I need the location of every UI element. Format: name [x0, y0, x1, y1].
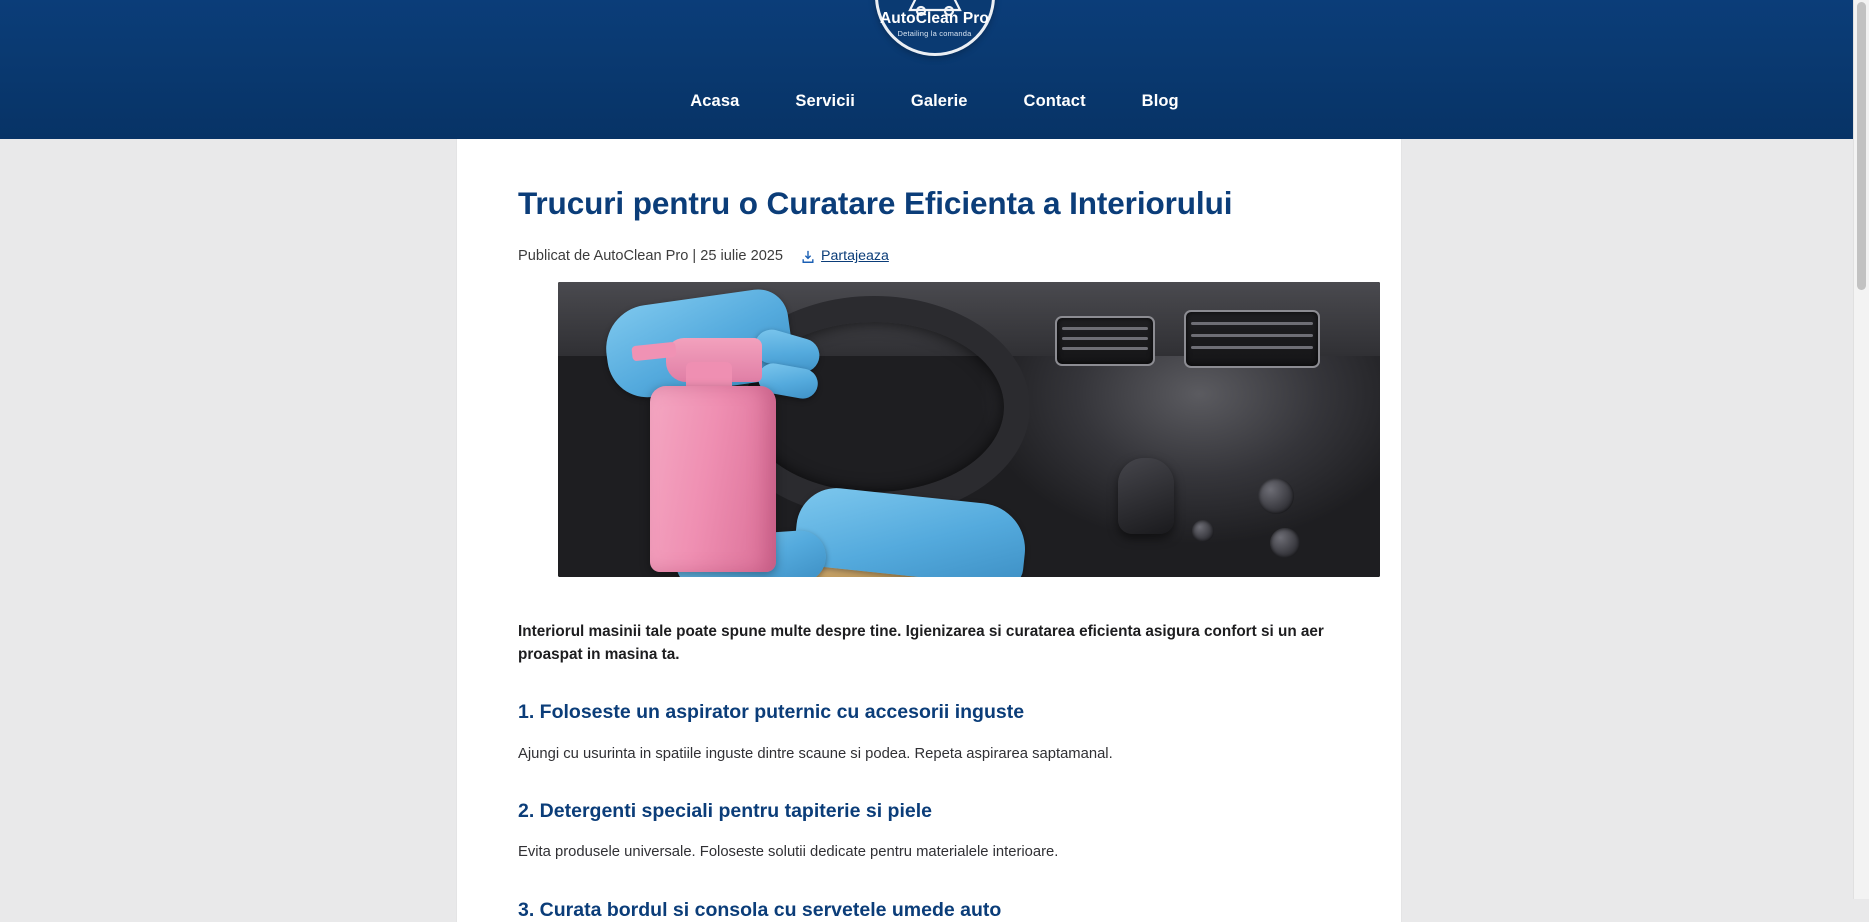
- share-button[interactable]: [801, 248, 889, 264]
- section-text-1: Ajungi cu usurinta in spatiile inguste dintre scaune si podea. Repeta aspirarea saptamanal.: [518, 745, 1113, 762]
- header-inner: [0, 0, 1869, 139]
- article-meta-row: [518, 248, 1340, 264]
- nav-item-blog[interactable]: Blog: [1141, 92, 1179, 110]
- section-heading-1: 1. Foloseste un aspirator puternic cu accesorii inguste: [518, 701, 1025, 724]
- nav-item-servicii[interactable]: Servicii: [795, 92, 855, 110]
- section-text-2: Evita produsele universale. Foloseste solutii dedicate pentru materialele interioare.: [518, 844, 1059, 861]
- article-hero-image: [558, 282, 1380, 577]
- site-header: [0, 0, 1869, 139]
- hero-air-vent-right: [1184, 310, 1320, 368]
- share-icon: [801, 250, 815, 264]
- section-heading-3: 3. Curata bordul si consola cu servetele umede auto: [518, 898, 1002, 921]
- hero-climate-knob-1: [1258, 478, 1294, 514]
- hero-gear-shifter: [1118, 458, 1174, 534]
- article-card: [457, 139, 1401, 922]
- nav-item-galerie[interactable]: Galerie: [910, 92, 968, 110]
- article-lede: Interiorul masinii tale poate spune multe despre tine. Igienizarea si curatarea eficienta asigura confort si un aer proaspat in masina ta.: [518, 623, 1324, 663]
- hero-climate-knob-2: [1270, 528, 1300, 558]
- logo-tagline: Detailing la comanda: [897, 28, 972, 38]
- section-heading-2: 2. Detergenti speciali pentru tapiterie si piele: [518, 799, 932, 822]
- nav-item-contact[interactable]: Contact: [1023, 92, 1086, 110]
- hero-climate-knob-3: [1192, 520, 1214, 542]
- page-body: [0, 139, 1869, 921]
- logo-title: AutoClean Pro: [880, 10, 989, 27]
- share-button-label: Partajeaza: [821, 248, 889, 265]
- hero-spray-bottle: [650, 386, 776, 572]
- hero-air-vent-left: [1055, 316, 1155, 366]
- main-navigation: [0, 88, 1869, 115]
- site-logo[interactable]: [875, 0, 995, 56]
- article-byline: Publicat de AutoClean Pro | 25 iulie 2025: [518, 248, 784, 265]
- nav-item-acasa[interactable]: Acasa: [690, 92, 740, 110]
- page-scrollbar[interactable]: [1853, 0, 1869, 899]
- page-title: Trucuri pentru o Curatare Eficienta a Interiorului: [518, 185, 1233, 221]
- scrollbar-thumb[interactable]: [1857, 2, 1866, 290]
